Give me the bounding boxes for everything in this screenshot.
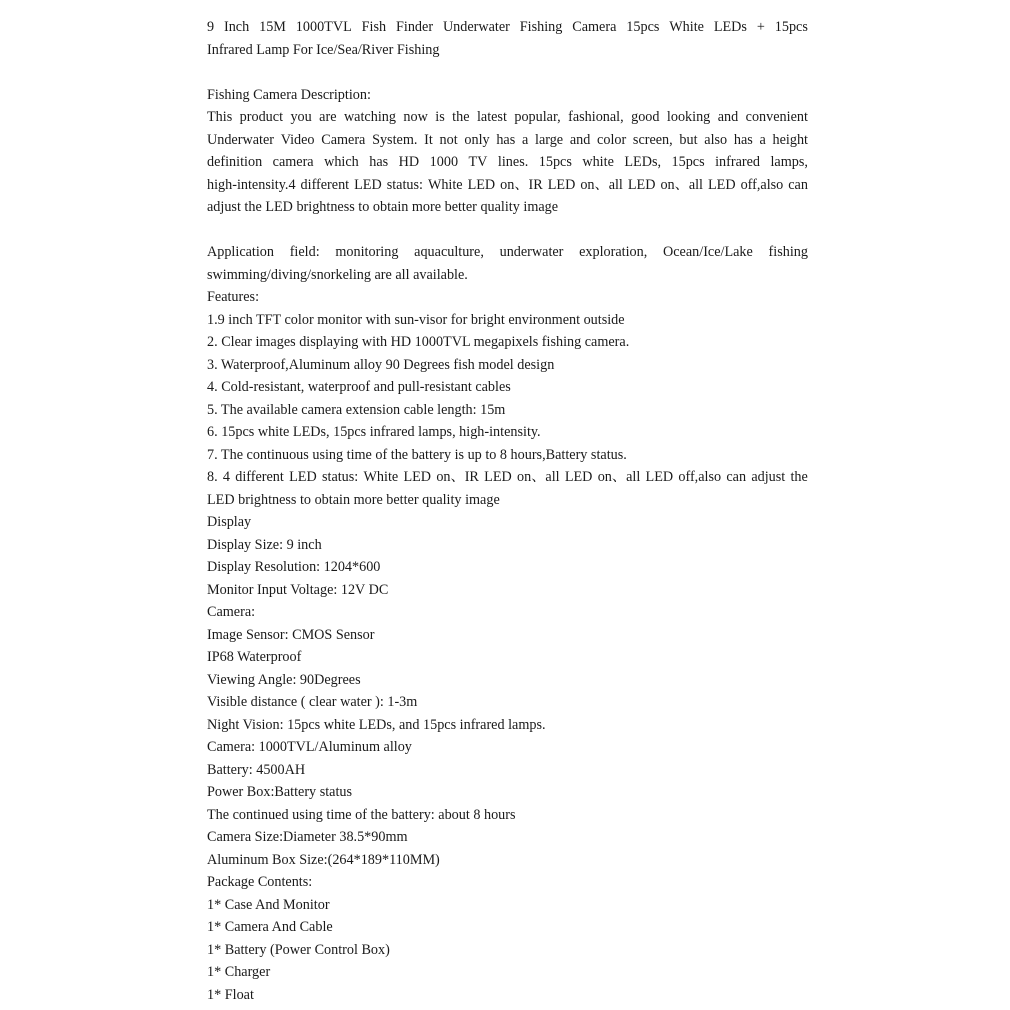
word: white: [582, 154, 614, 170]
word: color: [597, 131, 627, 148]
spec-line: Image Sensor: CMOS Sensor: [207, 626, 375, 643]
word: lamps,: [770, 154, 808, 170]
word: fishing: [768, 244, 808, 260]
word: watching: [343, 109, 396, 125]
spec-line: Display: [207, 514, 252, 530]
word: only: [464, 131, 490, 148]
word: off,also: [678, 469, 722, 485]
word: 15pcs: [626, 19, 660, 35]
package-item: 1* Case And Monitor: [207, 896, 330, 913]
word: monitoring: [335, 244, 399, 260]
spec-line: Display Resolution: 1204*600: [207, 559, 381, 575]
word: Fish: [361, 19, 387, 35]
package-item: 1* Battery (Power Control Box): [207, 941, 390, 958]
spec-line: Viewing Angle: 90Degrees: [207, 671, 361, 688]
word: White: [427, 176, 463, 193]
word: +: [756, 19, 765, 35]
word: LEDs,: [624, 154, 662, 170]
word: LED: [467, 176, 496, 193]
spacer: [207, 219, 808, 242]
word: on、all: [660, 176, 703, 193]
word: camera: [272, 154, 314, 170]
word: a: [521, 131, 529, 148]
product-description-document: [207, 16, 808, 1006]
word: Underwater: [442, 19, 510, 35]
word: field:: [289, 244, 320, 260]
word: good: [631, 109, 660, 125]
word: different: [300, 176, 350, 193]
word: Camera: [572, 19, 617, 35]
application-line-2: swimming/diving/snorkeling are all available.: [207, 266, 468, 283]
word: but: [679, 131, 698, 148]
word: LED: [547, 176, 576, 193]
spec-line: IP68 Waterproof: [207, 649, 302, 665]
word: White: [669, 19, 704, 35]
word: LED: [484, 469, 512, 485]
word: 1000: [429, 154, 459, 170]
word: convenient: [745, 109, 808, 125]
spec-line: Camera Size:Diameter 38.5*90mm: [207, 829, 408, 845]
package-item: 1* Float: [207, 986, 254, 1003]
word: 15pcs: [774, 19, 808, 35]
word: height: [772, 131, 808, 148]
word: not: [439, 131, 458, 148]
word: aquaculture,: [414, 244, 484, 260]
word: Underwater: [207, 131, 274, 148]
word: off,also: [740, 176, 784, 193]
description-line: [207, 106, 808, 129]
title-line-2: Infrared Lamp For Ice/Sea/River Fishing: [207, 41, 440, 58]
feature-item: 6. 15pcs white LEDs, 15pcs infrared lamps, high-intensity.: [207, 424, 541, 440]
word: LED: [627, 176, 656, 193]
word: status:: [321, 469, 359, 485]
word: LED: [289, 469, 317, 485]
feature-item: 7. The continuous using time of the battery is up to 8 hours,Battery status.: [207, 446, 627, 463]
word: has: [733, 131, 753, 148]
word: large: [535, 131, 564, 148]
spec-line: Monitor Input Voltage: 12V DC: [207, 581, 389, 598]
word: 1000TVL: [295, 19, 352, 35]
word: Video: [280, 131, 315, 148]
spec-line: Visible distance ( clear water ): 1-3m: [207, 694, 418, 710]
package-item: 1* Charger: [207, 964, 271, 980]
word: infrared: [715, 154, 760, 170]
word: and: [717, 109, 739, 125]
word: is: [435, 109, 445, 125]
spec-line: Camera:: [207, 604, 256, 620]
word: can: [726, 469, 747, 485]
word: latest: [476, 109, 507, 125]
word: on、IR: [436, 469, 479, 485]
word: 15pcs: [538, 154, 572, 170]
word: LED: [564, 469, 593, 485]
word: product: [239, 109, 284, 125]
word: popular,: [514, 109, 561, 125]
description-line: adjust the LED brightness to obtain more better quality image: [207, 199, 559, 215]
feature-item: 1.9 inch TFT color monitor with sun-visor for bright environment outside: [207, 311, 625, 328]
description-line: [207, 151, 808, 174]
word: can: [788, 176, 808, 193]
word: screen,: [632, 131, 673, 148]
word: on、all: [597, 469, 641, 485]
spec-line: Display Size: 9 inch: [207, 536, 322, 553]
word: 9: [207, 19, 215, 35]
description-heading: Fishing Camera Description:: [207, 86, 371, 103]
word: Application: [207, 244, 274, 260]
word: 8.: [207, 469, 218, 485]
feature-item: 4. Cold-resistant, waterproof and pull-resistant cables: [207, 379, 511, 395]
word: 4: [222, 469, 230, 485]
package-heading: Package Contents:: [207, 874, 313, 890]
word: also: [704, 131, 728, 148]
word: Finder: [396, 19, 434, 35]
word: 15M: [259, 19, 286, 35]
word: and: [569, 131, 591, 148]
word: White: [363, 469, 399, 485]
word: the: [790, 469, 808, 485]
package-item: 1* Camera And Cable: [207, 919, 333, 935]
word: lines.: [497, 154, 529, 170]
features-heading: Features:: [207, 289, 260, 305]
word: This: [207, 109, 233, 125]
word: the: [452, 109, 470, 125]
description-line: [207, 174, 808, 197]
word: It: [424, 131, 433, 148]
word: LED: [403, 469, 432, 485]
word: TV: [468, 154, 488, 170]
word: looking: [666, 109, 711, 125]
word: LEDs: [713, 19, 747, 35]
word: different: [235, 469, 284, 485]
word: has: [369, 154, 389, 170]
word: on、all: [517, 469, 560, 485]
word: are: [319, 109, 337, 125]
word: Camera: [321, 131, 366, 148]
feature-item-8-line-1: [207, 466, 808, 489]
word: has: [496, 131, 516, 148]
word: which: [324, 154, 359, 170]
word: status:: [386, 176, 423, 193]
word: exploration,: [579, 244, 648, 260]
word: HD: [398, 154, 420, 170]
word: LED: [645, 469, 674, 485]
description-line: [207, 129, 808, 152]
word: on、IR: [500, 176, 543, 193]
title-line-1: [207, 16, 808, 39]
spacer: [207, 61, 808, 84]
spec-line: Battery: 4500AH: [207, 761, 306, 778]
spec-line: Camera: 1000TVL/Aluminum alloy: [207, 739, 412, 755]
spec-line: Aluminum Box Size:(264*189*110MM): [207, 851, 440, 868]
word: Inch: [223, 19, 250, 35]
feature-item-8-line-2: LED brightness to obtain more better quality image: [207, 491, 500, 508]
word: System.: [372, 131, 418, 148]
feature-item: 3. Waterproof,Aluminum alloy 90 Degrees fish model design: [207, 356, 555, 373]
word: fashional,: [568, 109, 624, 125]
word: definition: [207, 154, 263, 170]
word: 15pcs: [671, 154, 705, 170]
spec-line: Power Box:Battery status: [207, 784, 353, 800]
spec-line: The continued using time of the battery: about 8 hours: [207, 806, 516, 823]
word: LED: [354, 176, 382, 193]
word: adjust: [751, 469, 786, 485]
word: high-intensity.4: [207, 176, 296, 193]
feature-item: 2. Clear images displaying with HD 1000TVL megapixels fishing camera.: [207, 334, 630, 350]
application-line-1: [207, 241, 808, 264]
word: now: [403, 109, 428, 125]
word: Fishing: [519, 19, 563, 35]
word: LED: [707, 176, 736, 193]
word: on、all: [580, 176, 623, 193]
word: underwater: [499, 244, 564, 260]
feature-item: 5. The available camera extension cable length: 15m: [207, 401, 506, 418]
word: you: [290, 109, 312, 125]
spec-line: Night Vision: 15pcs white LEDs, and 15pcs infrared lamps.: [207, 716, 546, 733]
word: a: [759, 131, 766, 148]
word: Ocean/Ice/Lake: [663, 244, 753, 260]
